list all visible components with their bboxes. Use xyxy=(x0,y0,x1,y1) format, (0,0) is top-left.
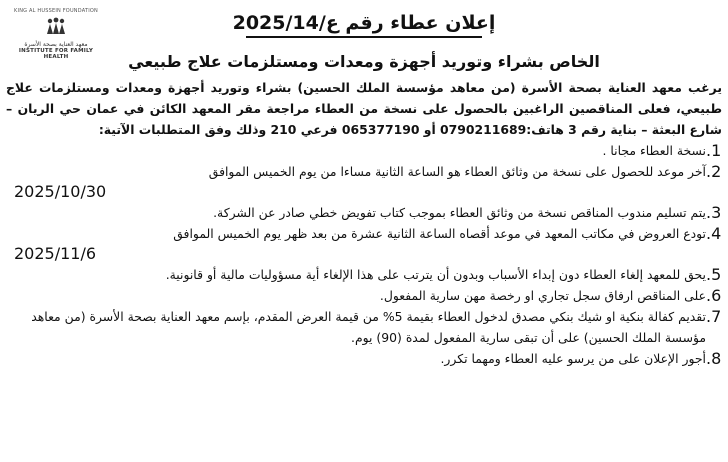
announcement-subtitle: الخاص بشراء وتوريد أجهزة ومعدات ومستلزمات علاج طبيعي xyxy=(128,52,600,71)
institute-logo xyxy=(8,8,104,66)
list-item xyxy=(6,140,722,161)
item-date: 2025/10/30 xyxy=(14,182,107,201)
item-number: 5. xyxy=(706,265,722,284)
item-text: على المناقص ارفاق سجل تجاري او رخصة مهن سارية المفعول. xyxy=(379,288,706,303)
item-number: 8. xyxy=(706,349,722,368)
list-item xyxy=(6,223,722,244)
list-item xyxy=(6,161,722,182)
item-text: يتم تسليم مندوب المناقص نسخة من وثائق العطاء بموجب كتاب تفويض خطي صادر عن الشركة. xyxy=(213,205,706,220)
list-item xyxy=(6,202,722,223)
logo-foundation-text: KING AL HUSSEIN FOUNDATION xyxy=(14,8,98,14)
title-underline xyxy=(246,36,482,38)
item-number: 7. xyxy=(706,307,722,326)
item-text: آخر موعد للحصول على نسخة من وثائق العطاء هو الساعة الثانية مساءا من يوم الخميس الموافق xyxy=(208,164,706,179)
item-text: أجور الإعلان على من يرسو عليه العطاء ومهما تكرر. xyxy=(440,351,706,366)
item-number: 2. xyxy=(706,162,722,181)
item-text: يحق للمعهد إلغاء العطاء دون إبداء الأسباب وبدون أن يترتب على هذا الإلغاء أية مسؤوليات مالية أو قانونية. xyxy=(165,267,706,282)
item-number: 1. xyxy=(706,141,722,160)
intro-paragraph: يرغب معهد العناية بصحة الأسرة (من معاهد مؤسسة الملك الحسين) بشراء وتوريد أجهزة ومعدات ومستلزمات علاج طبيعي، فعلى المناقصين الراغبين بالحصول على نسخة من العطاء مراجعة مقر المعهد الكائن في عمان حي الريان – شارع البعثة – بناية رقم 3 هاتف:0790211689 أو 065377190 فرعي 210 وذلك وفق المتطلبات الآتية: xyxy=(6,80,722,137)
item-date: 2025/11/6 xyxy=(14,244,97,263)
item-text: تقديم كفالة بنكية او شيك بنكي مصدق لدخول العطاء بقيمة 5% من قيمة العرض المقدم، بإسم معهد العناية بصحة الأسرة (من معاهد مؤسسة الملك الحسين) على أن تبقى سارية المفعول لمدة (90) يوم. xyxy=(31,309,706,345)
list-item xyxy=(6,264,722,285)
list-item xyxy=(6,285,722,306)
logo-arabic-text: معهد العناية بصحة الأسرة xyxy=(24,41,88,48)
list-item xyxy=(6,348,722,369)
item-text: نسخة العطاء مجانا . xyxy=(602,143,706,158)
item-number: 3. xyxy=(706,203,722,222)
item-number: 4. xyxy=(706,224,722,243)
item-text: تودع العروض في مكاتب المعهد في موعد أقصاه الساعة الثانية عشرة من بعد ظهر يوم الخميس الموافق xyxy=(173,226,706,241)
logo-english-text: INSTITUTE FOR FAMILY HEALTH xyxy=(18,48,94,60)
announcement-title: إعلان عطاء رقم ع/2025/14 xyxy=(232,12,496,34)
family-logo-icon xyxy=(43,17,69,35)
list-item xyxy=(6,306,722,348)
item-number: 6. xyxy=(706,286,722,305)
